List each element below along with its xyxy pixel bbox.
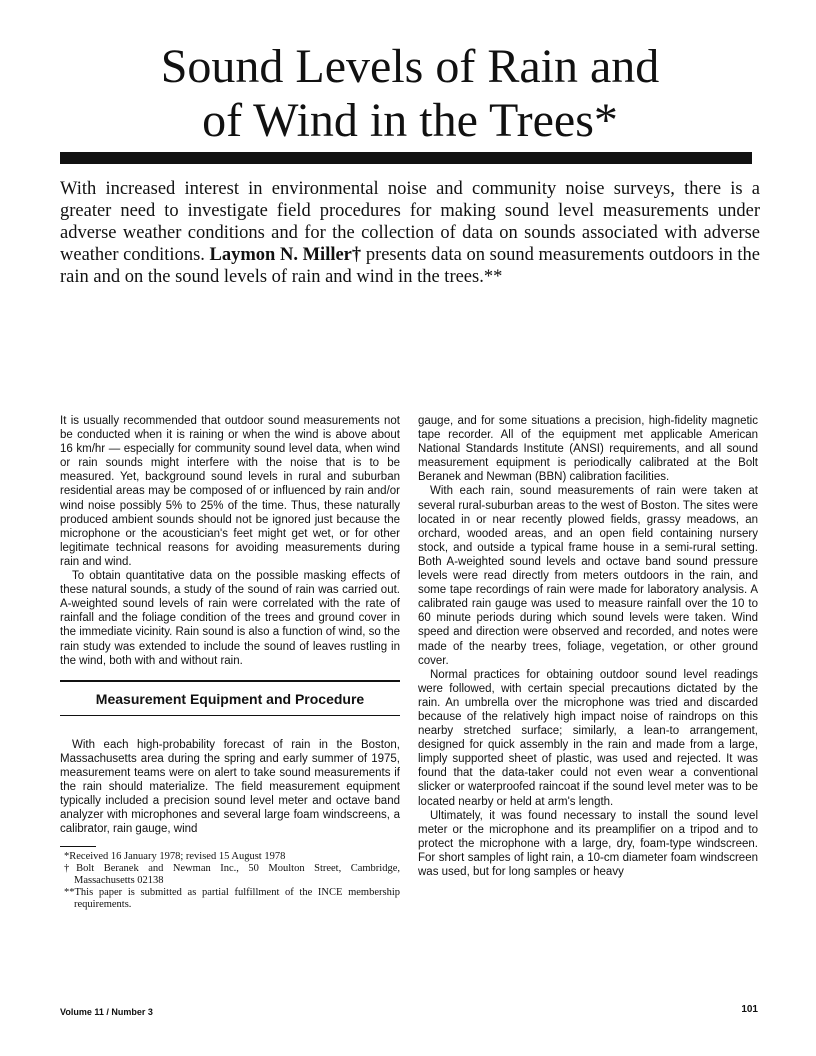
paragraph: To obtain quantitative data on the possible masking effects of these natural sounds, a study of the sound of rain was carried out. A-weighted sound levels of rain were correlated with the rate of rainfall and the foliage condition of the trees and ground cover in the immediate vicinity. Rain sound is also a function of wind, so the rain study was extended to include the sound of leaves rustling in the wind, both with and without rain. <box>60 570 400 667</box>
title-line-1: Sound Levels of Rain and <box>160 40 660 93</box>
footnote-submitted: **This paper is submitted as partial fulfillment of the INCE membership requirements. <box>64 887 400 911</box>
footnote-affiliation: †Bolt Beranek and Newman Inc., 50 Moulton Street, Cambridge, Massachusetts 02138 <box>64 863 400 887</box>
paragraph: With each rain, sound measurements of rain were taken at several rural-suburban areas to the west of Boston. The sites were located in or near recently plowed fields, grassy meadows, an orchard, wooded areas, and an open field containing nursery stock, and outside a typical frame house in a semi-rural setting. Both A-weighted sound levels and octave band sound pressure levels were read directly from meters outdoors in the rain, and some tape recordings of rain were made for laboratory analysis. A calibrated rain gauge was used to measure rainfall over the 10 to 60 minute periods during which sound levels were taken. Wind speed and direction were observed and recorded, and notes were made of the nearby trees, foliage, vegetation, or other ground cover. <box>418 485 758 667</box>
left-column <box>60 414 400 911</box>
abstract-text-end: presents data on sound measurements outdoors in the rain and on the sound levels of rain and wind in the trees.** <box>60 245 760 287</box>
paragraph: It is usually recommended that outdoor sound measurements not be conducted when it is raining or when the wind is above about 16 km/hr — especially for community sound level data, when wind or rain sounds might interfere with the noise that is to be measured. Yet, background sound levels in rural and suburban residential areas may be composed of or influenced by rain and/or wind noise possibly 5% to 25% of the time. Thus, these naturally produced ambient sounds should not be ignored just because the microphone or the acoustician's feet might get wet, or for other legitimate technical reasons for avoiding measurements during rain and wind. <box>60 415 400 568</box>
article-title <box>60 40 760 148</box>
paragraph: Normal practices for obtaining outdoor sound level readings were followed, with certain special precautions dictated by the rain. An umbrella over the microphone was tried and discarded because of the relatively high impact noise of raindrops on this nearby stretched surface; similarly, a lean-to arrangement, designed for quick assembly in the rain and made from a large, limply supported sheet of plastic, was used and rejected. It was found that the data-taker could not even wear a conventional slicker or waterproofed raincoat if the sound level meter was to be located nearby or held at arm's length. <box>418 668 758 808</box>
page-number: 101 <box>741 1004 758 1015</box>
footnotes <box>60 851 400 911</box>
abstract <box>60 178 760 288</box>
paragraph: With each high-probability forecast of rain in the Boston, Massachusetts area during the spring and early summer of 1975, measurement teams were on alert to take sound measurements if the rain should materialize. The field measurement equipment typically included a precision sound level meter and octave band analyzer with microphones and several large foam windscreens, a calibrator, rain gauge, wind <box>60 738 400 836</box>
abstract-text-start: With increased interest in environmental noise and community noise surveys, there is a greater need to investigate field procedures for making sound level measurements under adverse weather conditions and for the collection of data on sounds associated with adverse weather conditions. <box>60 179 760 265</box>
right-column <box>418 414 758 879</box>
footnote-rule <box>60 846 96 847</box>
author-name: Laymon N. Miller† <box>209 245 362 265</box>
title-line-2: of Wind in the Trees* <box>202 94 618 147</box>
paragraph: gauge, and for some situations a precision, high-fidelity magnetic tape recorder. All of the equipment met applicable American National Standards Institute (ANSI) requirements, and all sound measurement equipment is periodically calibrated at the Bolt Beranek and Newman (BBN) calibration facilities. <box>418 415 758 484</box>
section-heading: Measurement Equipment and Procedure <box>60 680 400 716</box>
paragraph: Ultimately, it was found necessary to install the sound level meter or the microphone and its preamplifier on a tripod and to protect the microphone with a large, dry, foam-type windscreen. For short samples of light rain, a 10-cm diameter foam windscreen was used, but for long samples or heavy <box>418 809 758 878</box>
journal-volume: Volume 11 / Number 3 <box>60 1007 153 1017</box>
footnote-received: *Received 16 January 1978; revised 15 August 1978 <box>64 851 286 863</box>
title-rule <box>60 152 752 164</box>
